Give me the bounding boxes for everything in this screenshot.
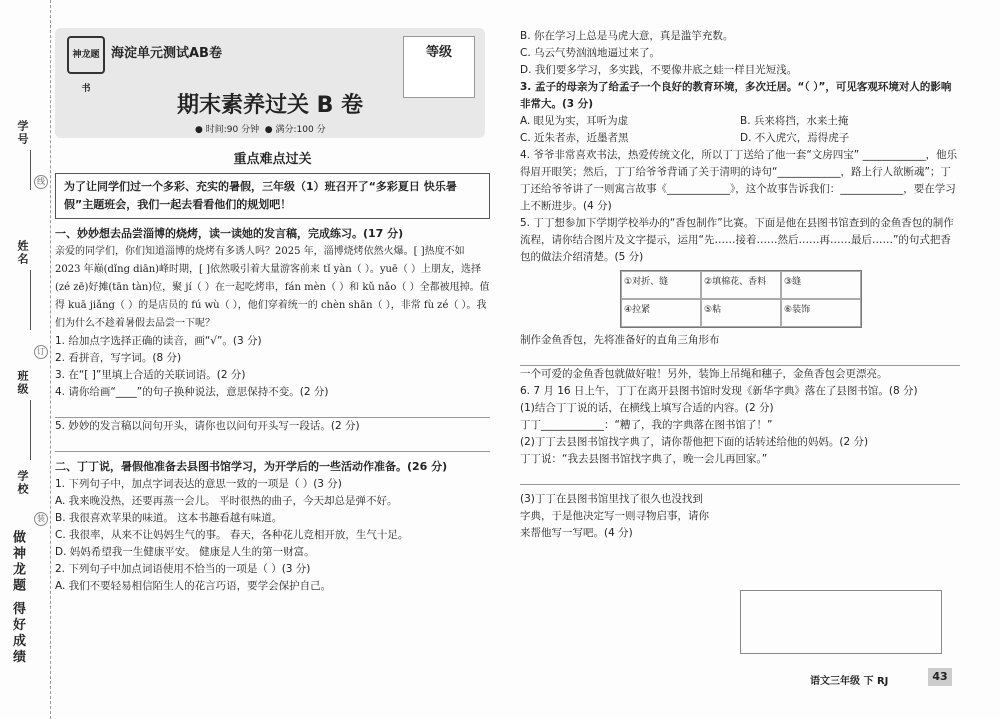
question-5: 5. 妙妙的发言稿以问句开头，请你也以问句开头写一段话。(2 分): [55, 420, 360, 432]
answer-start: 制作金鱼香包，先将准备好的直角三角形布: [520, 334, 720, 346]
option-c: C. 乌云气势汹汹地逼过来了。: [520, 47, 661, 59]
question-6-2: (2)丁丁去县图书馆找字典了，请你帮他把下面的话转述给他的妈妈。(2 分): [520, 436, 869, 448]
margin-label-student-id: 学号: [16, 120, 29, 146]
answer-box[interactable]: [740, 590, 942, 654]
passage: 亲爱的同学们，你们知道淄博的烧烤有多诱人吗？2025 年，淄博烧烤依然火爆。[ ]热度不如 2023 年巅(dǐng diān)峰时期，[ ]依然吸引着大量游客前来 tǐ yàn（ ）。yuē（ ）上朋友，选择(zé zē)好摊(tān tàn)位，聚 jí（ ）在一起吃烤串，fán mèn（ ）和 kǔ nǎo（ ）全都被甩掉。值得 kuā jiǎng（ ）的是店员的 fú wù（ ），他们穿着统一的 chèn shān（ ），非常 fù zé（ ）。我们为什么不趁着暑假去品尝一下呢？: [55, 246, 490, 329]
option-a: A. 我们不要轻易相信陌生人的花言巧语，要学会保护自己。: [55, 580, 332, 592]
step-6: ⑥装饰: [781, 299, 861, 327]
section-title: 重点难点过关: [233, 152, 312, 167]
margin-label-class: 班级: [16, 370, 29, 396]
question-2-1: 1. 下列句子中，加点字词表达的意思一致的一项是（ ）(3 分): [55, 478, 342, 490]
step-1: ①对折、缝: [621, 271, 701, 299]
left-column: [55, 28, 490, 595]
step-5: ⑤粘: [701, 299, 781, 327]
question-2-2: 2. 下列句子中加点词语使用不恰当的一项是（ ）(3 分): [55, 563, 311, 575]
answer-line[interactable]: [520, 468, 960, 485]
option-d: D. 我们要多学习，多实践，不要像井底之蛙一样目光短浅。: [520, 64, 798, 76]
exam-header: [55, 28, 485, 138]
exam-meta: ● 时间:90 分钟 ● 满分:100 分: [195, 125, 326, 135]
step-3: ③缝: [781, 271, 861, 299]
option-b: B. 你在学习上总是马虎大意，真是滥竽充数。: [520, 30, 734, 42]
options-grid: A. 眼见为实，耳听为虚 B. 兵来将挡，水来土掩 C. 近朱者赤，近墨者黑 D. 不入虎穴，焉得虎子: [520, 115, 850, 144]
part-two-title: 二、丁丁说，暑假他准备去县图书馆学习，为开学后的一些活动作准备。(26 分): [55, 460, 448, 473]
series-name: 海淀单元测试AB卷: [111, 46, 222, 61]
question-3: 3. 孟子的母亲为了给孟子一个良好的教育环境，多次迁居。“（ ）”，可见客观环境对人的影响非常大。(3 分): [520, 81, 952, 110]
option-c: C. 我很率，从来不让妈妈生气的事。 春天，各种花儿竞相开放，生气十足。: [55, 529, 409, 541]
question-5: 5. 丁丁想参加下学期学校举办的“香包制作”比赛。下面是他在县图书馆查到的金鱼香包的制作流程，请你结合图片及文字提示，运用“先……接着……然后……再……最后……”的句式把香包的做法介绍清楚。(5 分): [520, 217, 954, 263]
option-d: D. 妈妈希望我一生健康平安。 健康是人生的第一财富。: [55, 546, 315, 558]
question-6-3: (3)丁丁在县图书馆里找了很久也没找到字典，于是他决定写一则寻物启事，请你来帮他写一写吧。(4 分): [520, 493, 709, 539]
answer-end: 一个可爱的金鱼香包就做好啦！另外，装饰上吊绳和穗子，金鱼香包会更漂亮。: [520, 368, 888, 380]
question-2: 2. 看拼音，写字词。(8 分): [55, 352, 182, 364]
option-a: A. 我来晚没热，还要再蒸一会儿。 平时很热的曲子，今天却总是弹不好。: [55, 495, 398, 507]
publisher-logo: 神龙题书: [67, 36, 105, 74]
right-column: [520, 28, 960, 542]
question-3: 3. 在“[ ]”里填上合适的关联词语。(2 分): [55, 369, 246, 381]
process-steps: [620, 270, 862, 328]
margin-circle-order: 订: [34, 345, 48, 359]
question-4: 4. 爷爷非常喜欢书法，热爱传统文化，所以丁丁送给了他一套“文房四宝” ____________，他乐得眉开眼笑；然后，丁丁给爷爷背诵了关于清明的诗句“____________，路上行人欲断魂”；丁丁还给爷爷讲了一则寓言故事《____________》，这个故事告诉我们：____________，要在学习上不断进步。(4 分): [520, 149, 958, 212]
intro-box: 为了让同学们过一个多彩、充实的暑假，三年级（1）班召开了“多彩夏日 快乐暑假”主题班会，我们一起去看看他们的规划吧！: [55, 173, 490, 219]
page-number: 43: [928, 668, 952, 686]
step-2: ②填棉花、香料: [701, 271, 781, 299]
question-6: 6. 7 月 16 日上午，丁丁在离开县图书馆时发现《新华字典》落在了县图书馆。(8 分): [520, 385, 918, 397]
part-one-title: 一、妙妙想去品尝淄博的烧烤，读一读她的发言稿，完成练习。(17 分): [55, 227, 404, 240]
option-b: B. 我很喜欢苹果的味道。 这本书趣看越有味道。: [55, 512, 283, 524]
margin-label-name: 姓名: [16, 240, 29, 266]
slogan: 做神龙题 得好成绩: [10, 530, 25, 666]
exam-title: 期末素养过关 B 卷: [176, 93, 364, 118]
footer-text: 语文三年级 下 RJ: [810, 676, 889, 687]
margin-circle-bind: 装: [34, 512, 48, 526]
step-4: ④拉紧: [621, 299, 701, 327]
question-6-1: (1)结合丁丁说的话，在横线上填写合适的内容。(2 分): [520, 402, 774, 414]
margin-label-school: 学校: [16, 470, 29, 496]
question-4: 4. 请你给画“____”的句子换种说法，意思保持不变。(2 分): [55, 386, 329, 398]
grade-label: 等级: [425, 45, 452, 60]
binding-margin: [0, 0, 51, 719]
answer-line[interactable]: [55, 401, 490, 418]
answer-line[interactable]: [55, 435, 490, 452]
question-6-2-quote: 丁丁说：“我去县图书馆找字典了，晚一会儿再回家。”: [520, 453, 768, 465]
question-6-1-line: 丁丁____________：“糟了，我的字典落在图书馆了！”: [520, 419, 773, 431]
answer-line[interactable]: [520, 349, 960, 366]
margin-circle-line: 线: [34, 175, 48, 189]
question-1: 1. 给加点字选择正确的读音，画“√”。(3 分): [55, 335, 262, 347]
